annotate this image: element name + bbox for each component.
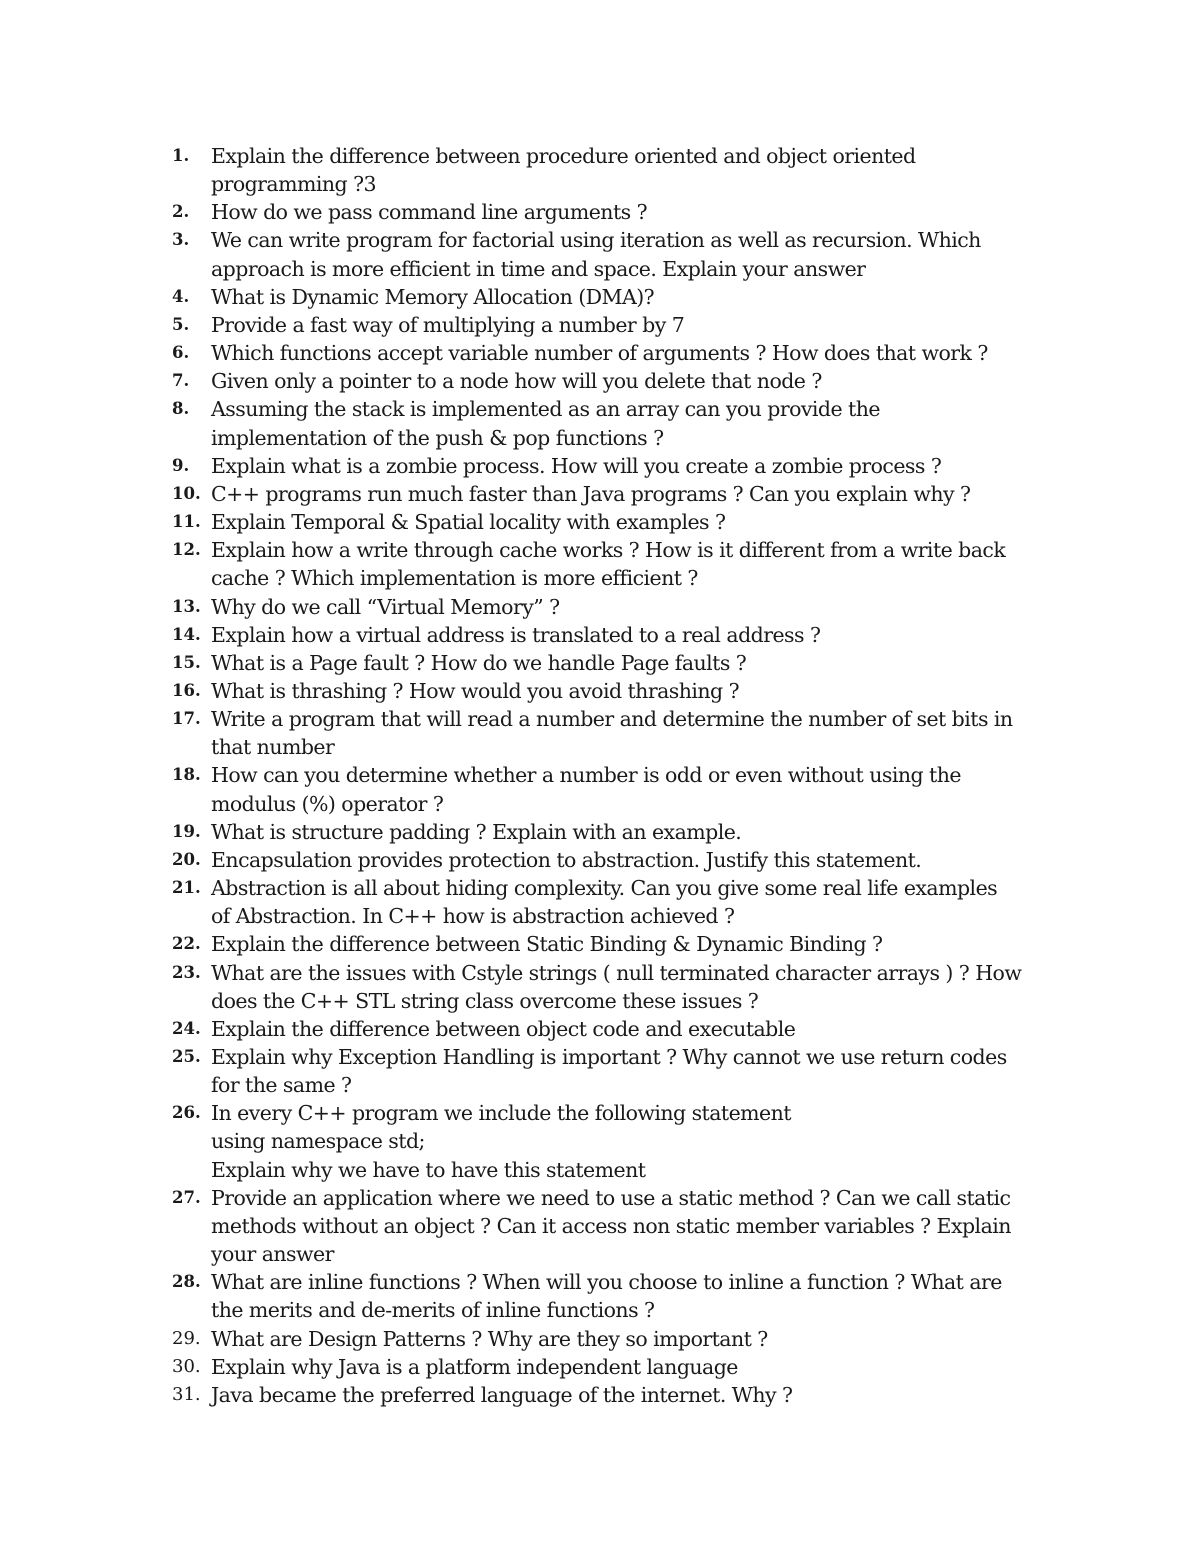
- question-number: 17.: [172, 709, 201, 729]
- question-text: [211, 649, 1072, 677]
- question-text: [211, 452, 1072, 480]
- question-text-line: Which functions accept variable number of arguments ? How does that work ?: [211, 341, 988, 366]
- question-text-line: C++ programs run much faster than Java programs ? Can you explain why ?: [211, 481, 971, 506]
- question-text: [211, 339, 1072, 367]
- question-item: [172, 761, 1072, 817]
- question-text-line: What is structure padding ? Explain with an example.: [211, 819, 742, 844]
- question-text-line: Write a program that will read a number and determine the number of set bits in: [211, 707, 1013, 732]
- question-text-line: for the same ?: [211, 1073, 352, 1098]
- question-item: [172, 677, 1072, 705]
- question-text-line: the merits and de-merits of inline functions ?: [211, 1298, 655, 1323]
- question-item: [172, 621, 1072, 649]
- question-text-line: of Abstraction. In C++ how is abstraction achieved ?: [211, 904, 735, 929]
- question-item: [172, 198, 1072, 226]
- question-text-line: implementation of the push & pop functions ?: [211, 425, 664, 450]
- question-list: [172, 142, 1072, 1409]
- question-text-line: In every C++ program we include the following statement: [211, 1101, 791, 1126]
- question-text-line: Explain how a write through cache works ? How is it different from a write back: [211, 538, 1006, 563]
- question-text-line: Why do we call “Virtual Memory” ?: [211, 594, 560, 619]
- question-text: [211, 930, 1072, 958]
- question-item: [172, 1381, 1072, 1409]
- question-item: [172, 593, 1072, 621]
- question-text-line: Explain how a virtual address is translated to a real address ?: [211, 622, 821, 647]
- question-text: [211, 311, 1072, 339]
- question-text-line: What are the issues with Cstyle strings ( null terminated character arrays ) ? How: [211, 960, 1022, 985]
- question-item: [172, 1043, 1072, 1099]
- question-text: [211, 874, 1072, 930]
- question-text-line: Explain the difference between Static Binding & Dynamic Binding ?: [211, 932, 883, 957]
- question-item: [172, 705, 1072, 761]
- question-text: [211, 226, 1072, 282]
- question-number: 18.: [172, 765, 201, 785]
- question-item: [172, 874, 1072, 930]
- question-number: 7.: [172, 371, 190, 391]
- question-text: [211, 1353, 1072, 1381]
- question-item: [172, 367, 1072, 395]
- question-number: 1.: [172, 146, 190, 165]
- question-text: [211, 818, 1072, 846]
- question-number: 22.: [172, 934, 201, 954]
- question-number: 5.: [172, 314, 190, 334]
- question-number: 2.: [172, 202, 190, 222]
- question-number: 15.: [172, 652, 201, 672]
- question-item: [172, 1184, 1072, 1268]
- question-text-line: approach is more efficient in time and space. Explain your answer: [211, 256, 866, 281]
- question-number: 11.: [172, 512, 201, 532]
- question-number: 9.: [172, 455, 190, 475]
- question-item: [172, 395, 1072, 451]
- question-number: 14.: [172, 624, 201, 644]
- question-text-line: We can write program for factorial using iteration as well as recursion. Which: [211, 228, 981, 253]
- question-text: [211, 621, 1072, 649]
- question-item: [172, 508, 1072, 536]
- question-number: 4.: [172, 286, 190, 306]
- question-text-line: Provide an application where we need to use a static method ? Can we call static: [211, 1185, 1011, 1210]
- question-text-line: that number: [211, 735, 335, 760]
- question-text: [211, 761, 1072, 817]
- question-item: [172, 649, 1072, 677]
- question-text-line: Explain the difference between procedure oriented and object oriented: [211, 144, 916, 168]
- question-text: [211, 677, 1072, 705]
- question-item: [172, 1015, 1072, 1043]
- question-text-line: using namespace std;: [211, 1129, 425, 1154]
- question-number: 3.: [172, 230, 190, 250]
- question-number: 20.: [172, 849, 201, 869]
- question-text-line: Provide a fast way of multiplying a number by 7: [211, 312, 685, 337]
- question-number: 6.: [172, 343, 190, 363]
- question-text-line: methods without an object ? Can it access non static member variables ? Explain: [211, 1213, 1011, 1238]
- question-text: [211, 480, 1072, 508]
- question-text-line: What is a Page fault ? How do we handle Page faults ?: [211, 650, 747, 675]
- question-item: [172, 846, 1072, 874]
- question-text-line: Explain why Java is a platform independent language: [211, 1354, 738, 1379]
- question-text: [211, 1184, 1072, 1268]
- question-number: 29.: [172, 1327, 201, 1349]
- question-text-line: modulus (%) operator ?: [211, 791, 444, 816]
- question-text-line: programming ?3: [211, 172, 377, 197]
- question-text-line: How can you determine whether a number is odd or even without using the: [211, 763, 961, 788]
- question-number: 27.: [172, 1187, 201, 1207]
- question-text-line: What are inline functions ? When will you choose to inline a function ? What are: [211, 1270, 1002, 1295]
- question-number: 24.: [172, 1018, 201, 1038]
- question-number: 30.: [172, 1355, 201, 1377]
- question-item: [172, 1353, 1072, 1381]
- question-number: 19.: [172, 821, 201, 841]
- question-text: [211, 508, 1072, 536]
- question-number: 13.: [172, 596, 201, 616]
- question-number: 31.: [172, 1383, 201, 1405]
- question-text: [211, 536, 1072, 592]
- question-text-line: What is Dynamic Memory Allocation (DMA)?: [211, 284, 655, 309]
- question-text: [211, 283, 1072, 311]
- question-item: [172, 959, 1072, 1015]
- question-text: [211, 593, 1072, 621]
- question-text-line: Explain what is a zombie process. How will you create a zombie process ?: [211, 453, 942, 478]
- question-item: [172, 930, 1072, 958]
- question-text: [211, 1381, 1072, 1409]
- question-item: [172, 226, 1072, 282]
- question-text-line: Explain why we have to have this statement: [211, 1157, 646, 1182]
- question-text-line: Java became the preferred language of the internet. Why ?: [211, 1382, 793, 1407]
- question-text: [211, 1043, 1072, 1099]
- question-text-line: What are Design Patterns ? Why are they so important ?: [211, 1326, 768, 1351]
- question-text: [211, 705, 1072, 761]
- question-item: [172, 1325, 1072, 1353]
- question-number: 25.: [172, 1047, 201, 1066]
- question-text-line: Explain Temporal & Spatial locality with examples ?: [211, 510, 726, 535]
- question-text-line: does the C++ STL string class overcome these issues ?: [211, 988, 759, 1013]
- question-text-line: Encapsulation provides protection to abstraction. Justify this statement.: [211, 847, 922, 872]
- question-text: [211, 367, 1072, 395]
- question-text-line: your answer: [211, 1242, 334, 1267]
- question-text: [211, 959, 1072, 1015]
- question-number: 16.: [172, 680, 201, 700]
- question-text-line: Abstraction is all about hiding complexity. Can you give some real life examples: [211, 876, 998, 901]
- question-text: [211, 1268, 1072, 1324]
- question-number: 21.: [172, 878, 201, 898]
- question-item: [172, 536, 1072, 592]
- question-number: 26.: [172, 1103, 201, 1123]
- question-item: [172, 1268, 1072, 1324]
- question-text-line: Explain the difference between object code and executable: [211, 1016, 796, 1041]
- question-text: [211, 1015, 1072, 1043]
- question-number: 28.: [172, 1272, 201, 1292]
- question-text-line: Given only a pointer to a node how will you delete that node ?: [211, 369, 822, 394]
- question-number: 10.: [172, 483, 201, 503]
- question-text-line: What is thrashing ? How would you avoid thrashing ?: [211, 678, 740, 703]
- question-item: [172, 339, 1072, 367]
- question-item: [172, 142, 1072, 198]
- question-text: [211, 1325, 1072, 1353]
- question-number: 12.: [172, 540, 201, 560]
- question-text: [211, 142, 1072, 198]
- question-text-line: How do we pass command line arguments ?: [211, 200, 648, 225]
- question-text-line: Explain why Exception Handling is important ? Why cannot we use return codes: [211, 1045, 1007, 1069]
- question-number: 8.: [172, 399, 190, 419]
- question-text: [211, 1099, 1072, 1183]
- question-item: [172, 452, 1072, 480]
- question-text: [211, 395, 1072, 451]
- question-item: [172, 311, 1072, 339]
- question-item: [172, 283, 1072, 311]
- question-text-line: Assuming the stack is implemented as an array can you provide the: [211, 397, 880, 422]
- question-item: [172, 818, 1072, 846]
- question-number: 23.: [172, 962, 201, 982]
- question-text: [211, 846, 1072, 874]
- question-text: [211, 198, 1072, 226]
- question-item: [172, 480, 1072, 508]
- question-item: [172, 1099, 1072, 1183]
- question-text-line: cache ? Which implementation is more efficient ?: [211, 566, 698, 591]
